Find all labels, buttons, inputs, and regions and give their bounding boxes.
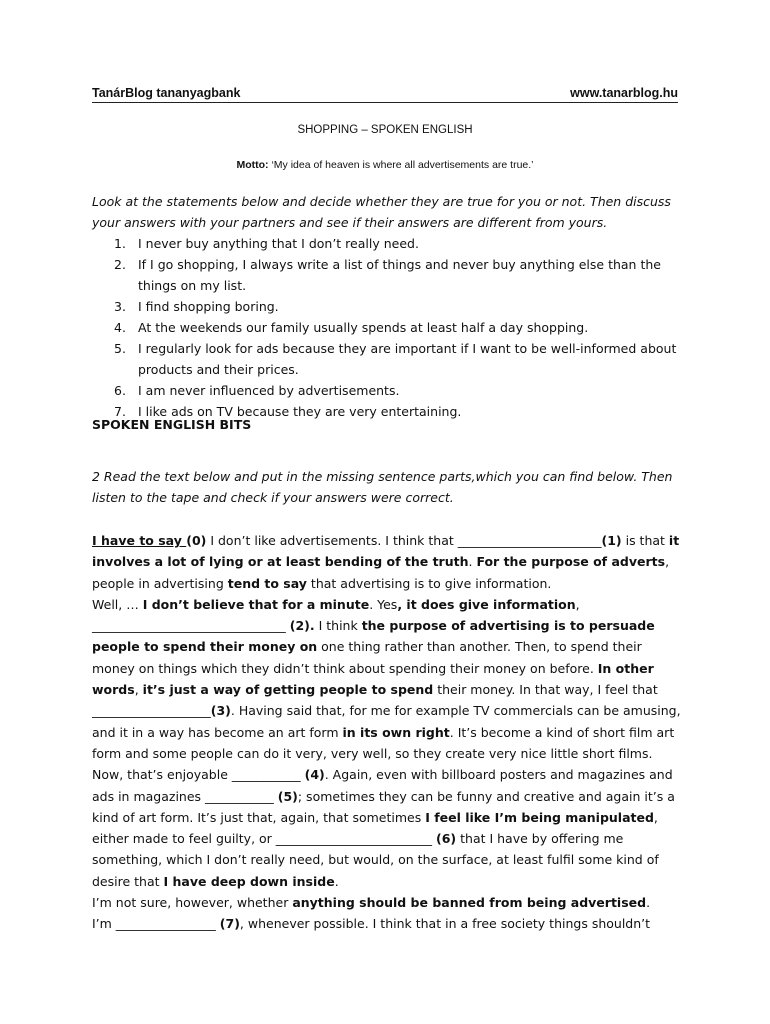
text-run: that I have by offering me something, which I don’t really need, but would, on the surface, at least fulfil some kind of desire that — [92, 831, 659, 889]
text-run: . — [646, 895, 651, 911]
statement-item — [92, 380, 682, 401]
text-run: I’m not sure, however, whether — [92, 895, 293, 911]
bold-phrase: it involves a lot of lying or at least bending of the truth — [92, 533, 680, 570]
bold-phrase: (1) — [601, 533, 622, 548]
bold-phrase: I have to say — [92, 533, 187, 548]
text-run: . It’s become a kind of short film art form and some people can do it very, very well, so they create very nice little short films. Now, that’s enjoyable ___________ — [92, 724, 675, 783]
text-run: . — [468, 554, 477, 570]
statement-number: 6. — [114, 383, 126, 398]
bold-phrase: (5) — [277, 788, 298, 804]
text-run: . Yes — [369, 596, 398, 612]
bold-phrase: (4) — [304, 767, 325, 783]
text-run: , people in advertising — [92, 554, 670, 591]
statement-item — [92, 296, 682, 317]
bold-phrase: I feel like I’m being manipulated — [425, 809, 654, 825]
statement-text: At the weekends our family usually spends at least half a day shopping. — [138, 320, 589, 335]
text-run: I’m ________________ — [92, 916, 220, 932]
text-run: Well, … — [92, 596, 143, 612]
text-run: ; sometimes they can be funny and creative and again it’s a kind of art form. It’s just that, again, that sometimes — [92, 788, 675, 825]
bold-phrase: it’s just a way of getting people to spend — [142, 682, 434, 698]
statement-number: 2. — [114, 257, 126, 272]
bold-phrase: , it does give information — [397, 596, 576, 612]
bold-phrase: (0) — [186, 533, 207, 548]
exercise-instructions: 2 Read the text below and put in the missing sentence parts,which you can find below. Then listen to the tape and check if your answers were correct. — [92, 469, 673, 505]
text-run: that advertising is to give information. — [306, 575, 552, 591]
text-run: their money. In that way, I feel that ___________________ — [92, 682, 658, 719]
text-run: I don’t like advertisements. I think that _______________________ — [206, 533, 602, 548]
header-left-text: TanárBlog tananyagbank — [92, 86, 241, 100]
statement-text: I am never influenced by advertisements. — [138, 383, 400, 398]
motto-label: Motto: — [236, 159, 269, 171]
text-run: one thing rather than another. Then, to spend their money on things which they didn’t think about spending their money on before. — [92, 639, 642, 676]
text-run: is that — [621, 533, 669, 548]
text-run: , _______________________________ — [92, 596, 580, 634]
text-run: . Again, even with billboard posters and magazines and ads in magazines ___________ — [92, 767, 673, 804]
motto-text: ‘My idea of heaven is where all advertisements are true.’ — [268, 159, 534, 171]
statement-item — [92, 233, 682, 254]
bold-phrase: tend to say — [227, 575, 307, 591]
text-run: . Having said that, for me for example TV commercials can be amusing, and it in a way has become an art form — [92, 703, 681, 740]
statement-text: I regularly look for ads because they are important if I want to be well-informed about products and their prices. — [138, 341, 677, 377]
statement-number: 5. — [114, 341, 126, 356]
header-website: www.tanarblog.hu — [570, 86, 678, 100]
bold-phrase: For the purpose of adverts — [476, 554, 666, 570]
statement-text: I find shopping boring. — [138, 299, 279, 314]
statement-number: 1. — [114, 236, 126, 251]
statement-item — [92, 254, 682, 296]
page-header — [92, 86, 678, 103]
bold-phrase: I have deep down inside — [163, 873, 335, 889]
statements-list — [92, 233, 682, 422]
text-run: I think — [314, 618, 362, 634]
bold-phrase: anything should be banned from being advertised — [292, 895, 647, 911]
section-title: SPOKEN ENGLISH BITS — [92, 417, 252, 432]
intro-instructions: Look at the statements below and decide whether they are true for you or not. Then discuss your answers with your partners and see if their answers are different from yours. — [92, 194, 671, 230]
bold-phrase: in its own right — [342, 724, 450, 740]
statement-number: 4. — [114, 320, 126, 335]
text-run: . — [334, 873, 339, 889]
statement-text: I like ads on TV because they are very entertaining. — [138, 404, 462, 419]
statement-number: 7. — [114, 404, 126, 419]
bold-phrase: In other words — [92, 660, 654, 698]
bold-phrase: (3) — [210, 703, 231, 719]
statement-text: If I go shopping, I always write a list of things and never buy anything else than the things on my list. — [138, 257, 661, 293]
bold-phrase: (7) — [219, 916, 240, 932]
statement-item — [92, 317, 682, 338]
statement-item — [92, 338, 682, 380]
text-run: , either made to feel guilty, or _________________________ — [92, 809, 658, 847]
bold-phrase: the purpose of advertising is to persuade people to spend their money on — [92, 618, 655, 655]
bold-phrase: (2). — [289, 618, 315, 634]
statement-text: I never buy anything that I don’t really need. — [138, 236, 419, 251]
text-run: , — [134, 682, 143, 698]
gap-fill-text — [92, 530, 682, 935]
text-run: , whenever possible. I think that in a free society things shouldn’t — [239, 916, 651, 932]
worksheet-title: SHOPPING – SPOKEN ENGLISH — [297, 124, 473, 136]
motto — [92, 159, 678, 171]
bold-phrase: (6) — [436, 831, 457, 847]
bold-phrase: I don’t believe that for a minute — [142, 596, 370, 612]
statement-number: 3. — [114, 299, 126, 314]
